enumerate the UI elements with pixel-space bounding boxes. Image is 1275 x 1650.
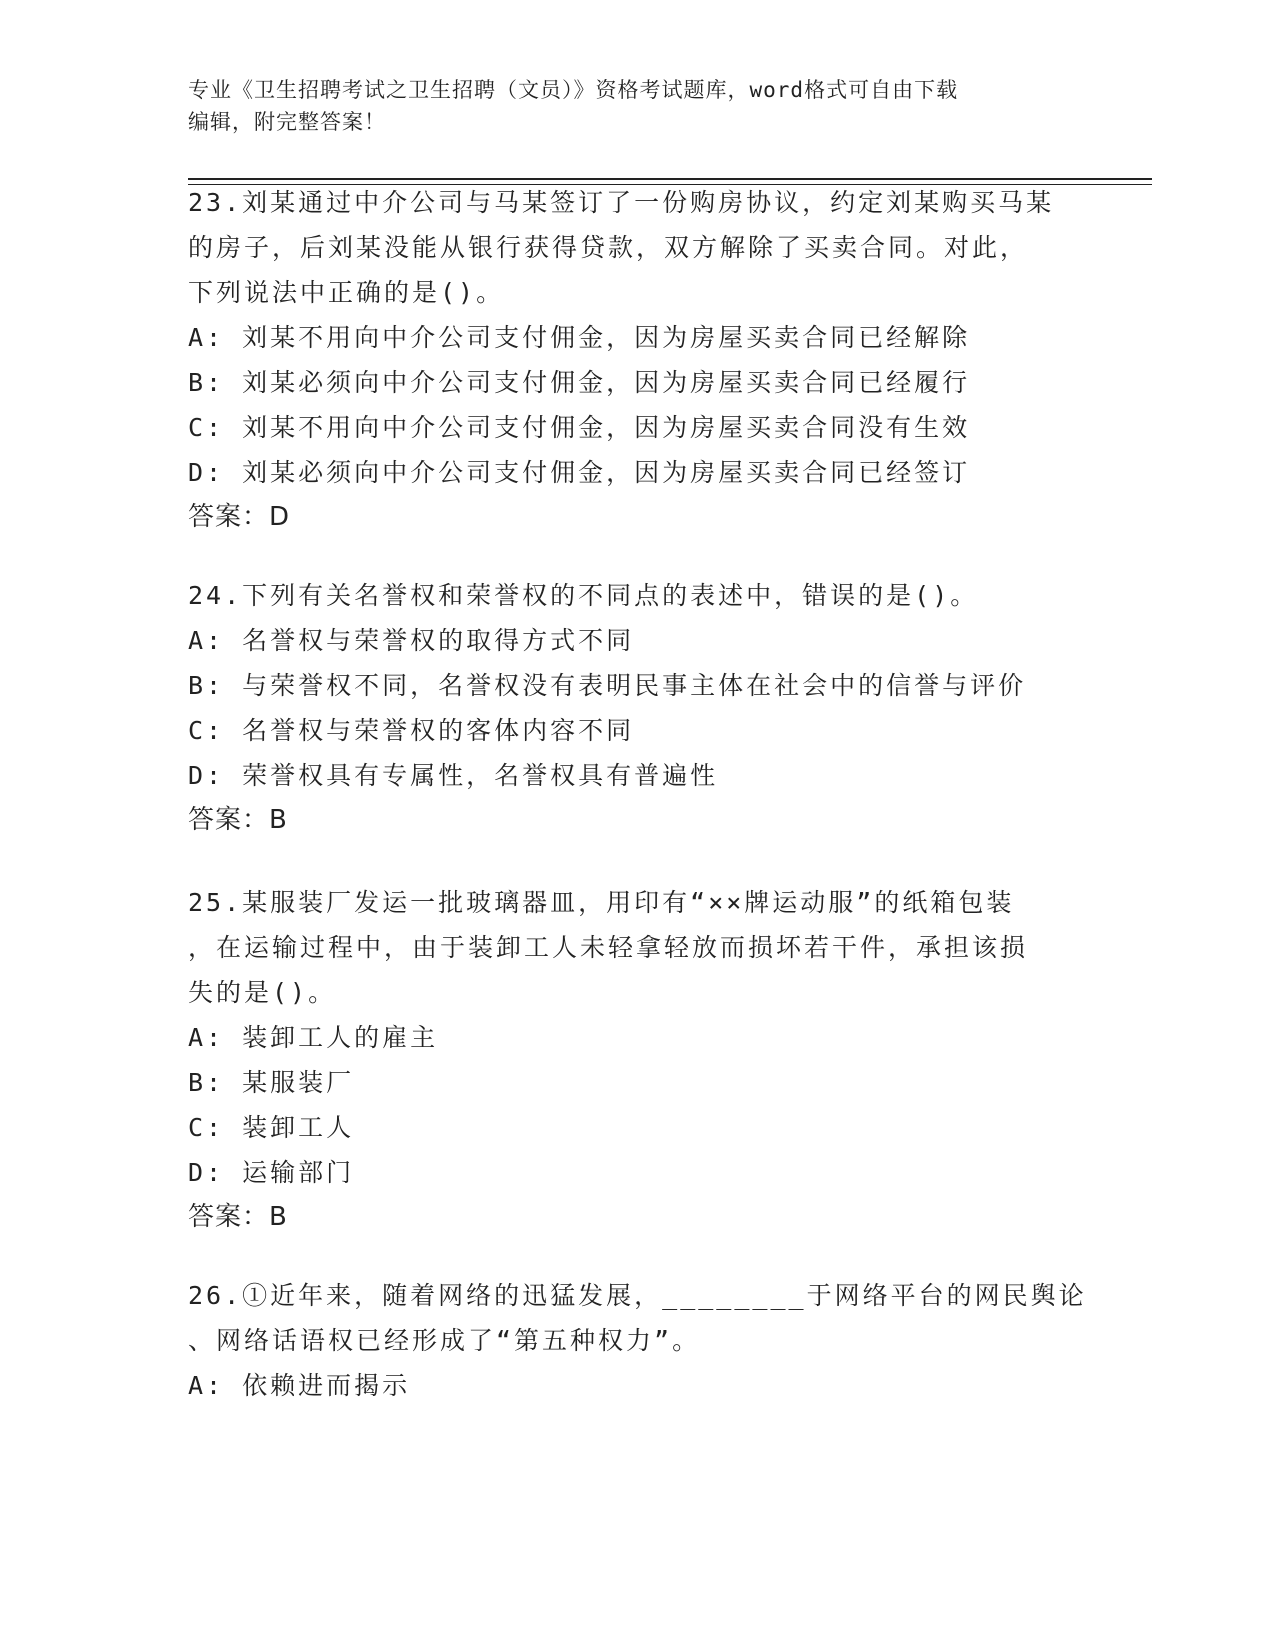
question-stem-line: 失的是()。 xyxy=(188,978,337,1007)
option-a: A: 刘某不用向中介公司支付佣金，因为房屋买卖合同已经解除 xyxy=(188,323,971,352)
question-24 xyxy=(188,573,1088,843)
question-stem-line: 24.下列有关名誉权和荣誉权的不同点的表述中，错误的是()。 xyxy=(188,581,979,610)
question-stem-line: 、网络话语权已经形成了“第五种权力”。 xyxy=(188,1326,701,1355)
option-a: A: 依赖进而揭示 xyxy=(188,1371,411,1400)
answer-label: 答案：D xyxy=(188,502,291,532)
option-b: B: 刘某必须向中介公司支付佣金，因为房屋买卖合同已经履行 xyxy=(188,368,971,397)
option-d: D: 刘某必须向中介公司支付佣金，因为房屋买卖合同已经签订 xyxy=(188,458,971,487)
option-d: D: 运输部门 xyxy=(188,1158,355,1187)
header-line-2: 编辑，附完整答案！ xyxy=(188,110,386,134)
option-c: C: 刘某不用向中介公司支付佣金，因为房屋买卖合同没有生效 xyxy=(188,413,971,442)
option-d: D: 荣誉权具有专属性，名誉权具有普遍性 xyxy=(188,761,719,790)
question-stem-line: 下列说法中正确的是()。 xyxy=(188,278,505,307)
document-header xyxy=(188,74,1088,138)
question-25 xyxy=(188,880,1088,1240)
question-stem-line: 25.某服装厂发运一批玻璃器皿，用印有“××牌运动服”的纸箱包装 xyxy=(188,888,1015,917)
answer-label: 答案：B xyxy=(188,1202,288,1232)
question-stem-line: 26.①近年来，随着网络的迅猛发展，________于网络平台的网民舆论 xyxy=(188,1281,1087,1310)
header-line-1: 专业《卫生招聘考试之卫生招聘（文员）》资格考试题库，word格式可自由下载 xyxy=(188,78,959,102)
question-23 xyxy=(188,180,1088,540)
option-b: B: 与荣誉权不同，名誉权没有表明民事主体在社会中的信誉与评价 xyxy=(188,671,1027,700)
question-stem-line: ，在运输过程中，由于装卸工人未轻拿轻放而损坏若干件，承担该损 xyxy=(188,933,1029,962)
question-26 xyxy=(188,1273,1088,1408)
option-a: A: 名誉权与荣誉权的取得方式不同 xyxy=(188,626,635,655)
option-a: A: 装卸工人的雇主 xyxy=(188,1023,439,1052)
option-c: C: 名誉权与荣誉权的客体内容不同 xyxy=(188,716,635,745)
option-c: C: 装卸工人 xyxy=(188,1113,355,1142)
question-stem-line: 的房子，后刘某没能从银行获得贷款，双方解除了买卖合同。对此， xyxy=(188,233,1029,262)
option-b: B: 某服装厂 xyxy=(188,1068,355,1097)
answer-label: 答案：B xyxy=(188,805,288,835)
question-stem-line: 23.刘某通过中介公司与马某签订了一份购房协议，约定刘某购买马某 xyxy=(188,188,1055,217)
